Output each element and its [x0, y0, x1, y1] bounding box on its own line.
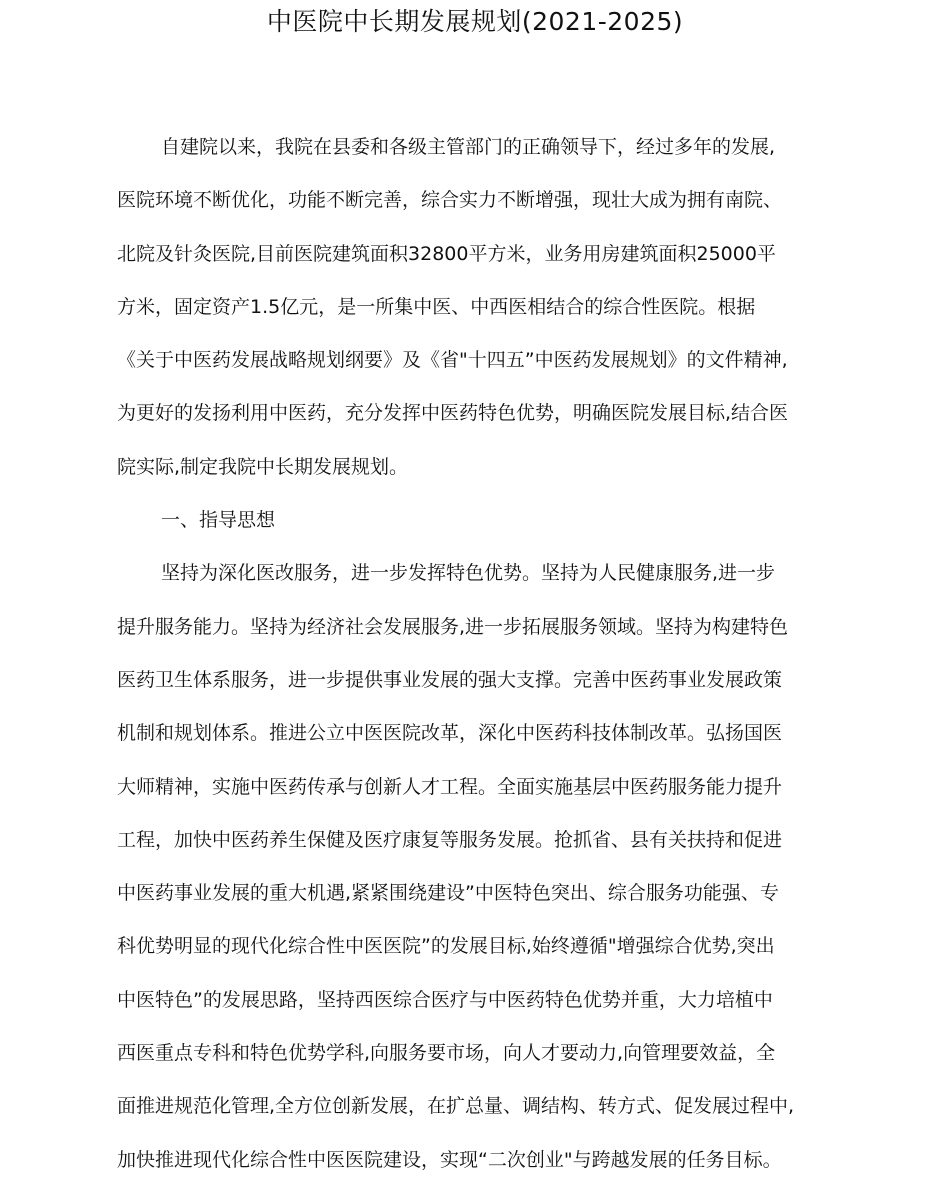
paragraph-line: 机制和规划体系。推进公立中医医院改革，深化中医药科技体制改革。弘扬国医 — [117, 722, 783, 745]
paragraph-line: 方米，固定资产1.5亿元，是一所集中医、中西医相结合的综合性医院。根据 — [117, 295, 756, 318]
paragraph-line: 坚持为深化医改服务，进一步发挥特色优势。坚持为人民健康服务,进一步 — [161, 562, 776, 585]
paragraph-line: 提升服务能力。坚持为经济社会发展服务,进一步拓展服务领域。坚持为构建特色 — [117, 615, 789, 638]
document-body — [117, 121, 857, 1187]
paragraph-line: 西医重点专科和特色优势学科,向服务要市场，向人才要动力,向管理要效益，全 — [117, 1042, 776, 1065]
paragraph-line: 自建院以来，我院在县委和各级主管部门的正确领导下，经过多年的发展, — [161, 136, 776, 158]
paragraph-line: 中医药事业发展的重大机遇,紧紧围绕建设”中医特色突出、综合服务功能强、专 — [117, 882, 779, 905]
paragraph-line: 中医特色”的发展思路，坚持西医综合医疗与中医药特色优势并重，大力培植中 — [117, 988, 773, 1011]
paragraph-line: 为更好的发扬利用中医药，充分发挥中医药特色优势，明确医院发展目标,结合医 — [117, 402, 789, 425]
paragraph-line: 大师精神，实施中医药传承与创新人才工程。全面实施基层中医药服务能力提升 — [117, 775, 783, 798]
paragraph-line: 科优势明显的现代化综合性中医医院”的发展目标,始终遵循"增强综合优势,突出 — [117, 935, 775, 958]
section-heading: 一、指导思想 — [161, 509, 276, 532]
paragraph-line: 院实际,制定我院中长期发展规划。 — [117, 455, 409, 478]
paragraph-line: 加快推进现代化综合性中医医院建设，实现“二次创业"与跨越发展的任务目标。 — [117, 1148, 782, 1171]
paragraph-line: 工程，加快中医药养生保健及医疗康复等服务发展。抢抓省、县有关扶持和促进 — [117, 828, 783, 851]
paragraph-line: 面推进规范化管理,全方位创新发展，在扩总量、调结构、转方式、促发展过程中, — [117, 1095, 795, 1118]
document-title: 中医院中长期发展规划(2021-2025) — [266, 7, 684, 36]
paragraph-line: 《关于中医药发展战略规划纲要》及《省"十四五”中医药发展规划》的文件精神, — [117, 349, 788, 372]
paragraph-line: 北院及针灸医院,目前医院建筑面积32800平方米，业务用房建筑面积25000平 — [117, 242, 776, 265]
paragraph-line: 医院环境不断优化，功能不断完善，综合实力不断增强，现壮大成为拥有南院、 — [117, 189, 783, 212]
paragraph-line: 医药卫生体系服务，进一步提供事业发展的强大支撑。完善中医药事业发展政策 — [117, 668, 783, 691]
